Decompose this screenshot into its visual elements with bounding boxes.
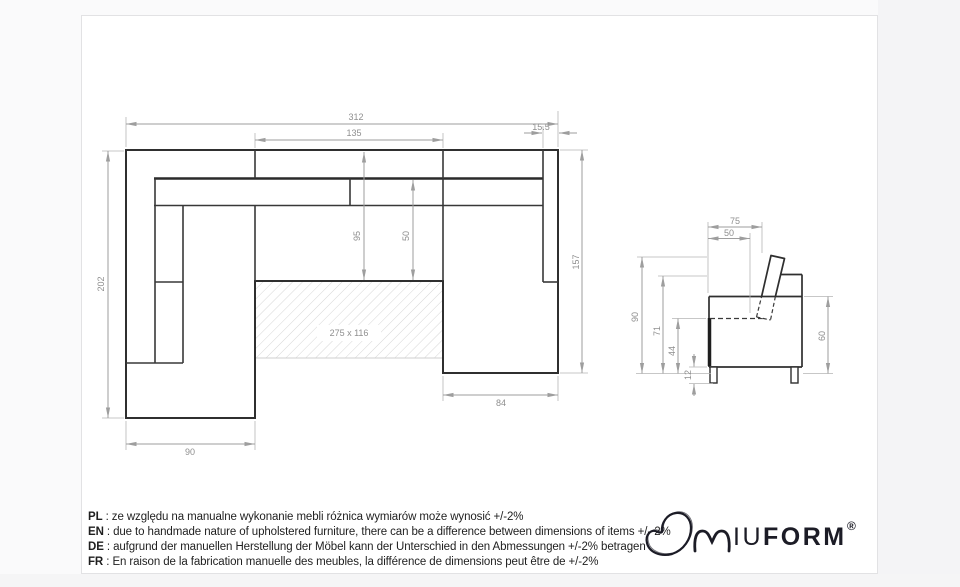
plan-view [96, 111, 588, 457]
note-text: aufgrund der manuellen Herstellung der Möbel kann der Unterschied in den Abmessungen +/-2% betragen [113, 541, 646, 553]
wordmark-thin: IU [733, 523, 763, 551]
front-leg [710, 367, 717, 383]
dim-left-chaise-width: 90 [184, 447, 196, 457]
dim-depth-total: 95 [352, 230, 362, 242]
note-line-de [88, 540, 671, 555]
note-text: due to handmade nature of upholstered furniture, there can be a difference between dimensions of items +/- 2% [113, 526, 671, 538]
dim-back-height: 71 [652, 325, 662, 337]
back-leg [791, 367, 798, 383]
note-lang: PL [88, 511, 103, 523]
dim-arm-height: 60 [817, 330, 827, 342]
headrest-cushion-fill [757, 256, 785, 321]
dim-seat-depth: 50 [401, 230, 411, 242]
dim-depth-inner: 50 [723, 228, 735, 238]
miuform-logo [641, 506, 881, 566]
note-lang: FR [88, 556, 104, 568]
page-bottom-shade [0, 574, 960, 587]
dim-right-side-depth: 157 [571, 254, 581, 270]
note-line-fr [88, 555, 671, 570]
dim-seat-height: 44 [667, 345, 677, 357]
miuform-bean-icon [641, 506, 741, 564]
note-lang: DE [88, 541, 104, 553]
note-line-en [88, 525, 671, 540]
bean-outline-sketch [648, 512, 692, 554]
stylized-m-glyph [695, 531, 729, 551]
note-separator: : [103, 541, 114, 553]
dim-armrest-width: 15.5 [532, 122, 550, 132]
registered-trademark: ® [847, 519, 856, 533]
logo-wordmark [733, 525, 847, 550]
dim-middle-seat-width: 135 [346, 128, 362, 138]
dim-depth-top: 75 [729, 216, 741, 226]
note-text: En raison de la fabrication manuelle des meubles, la différence de dimensions peut être de +/-2% [112, 556, 599, 568]
note-line-pl [88, 510, 671, 525]
note-separator: : [102, 511, 112, 523]
dim-right-chaise-width: 84 [495, 398, 507, 408]
note-text: ze względu na manualne wykonanie mebli różnica wymiarów może wynosić +/-2% [111, 511, 524, 523]
side-dimension-lines [642, 227, 828, 396]
tolerance-notes [88, 510, 671, 570]
dim-leg-height: 12 [683, 369, 693, 381]
bean-outline [647, 513, 691, 555]
note-lang: EN [88, 526, 104, 538]
side-extension-lines [636, 222, 833, 384]
wordmark-bold: FORM [763, 523, 847, 551]
bed-area-hatch [256, 281, 442, 358]
dim-left-side-depth: 202 [96, 276, 106, 292]
dim-total-height: 90 [630, 311, 640, 323]
side-view [630, 216, 833, 396]
sofa-side-body [709, 275, 802, 368]
note-separator: : [103, 526, 114, 538]
note-separator: : [103, 556, 113, 568]
dim-total-width: 312 [348, 112, 364, 122]
bed-size-label: 275 x 116 [329, 328, 369, 338]
